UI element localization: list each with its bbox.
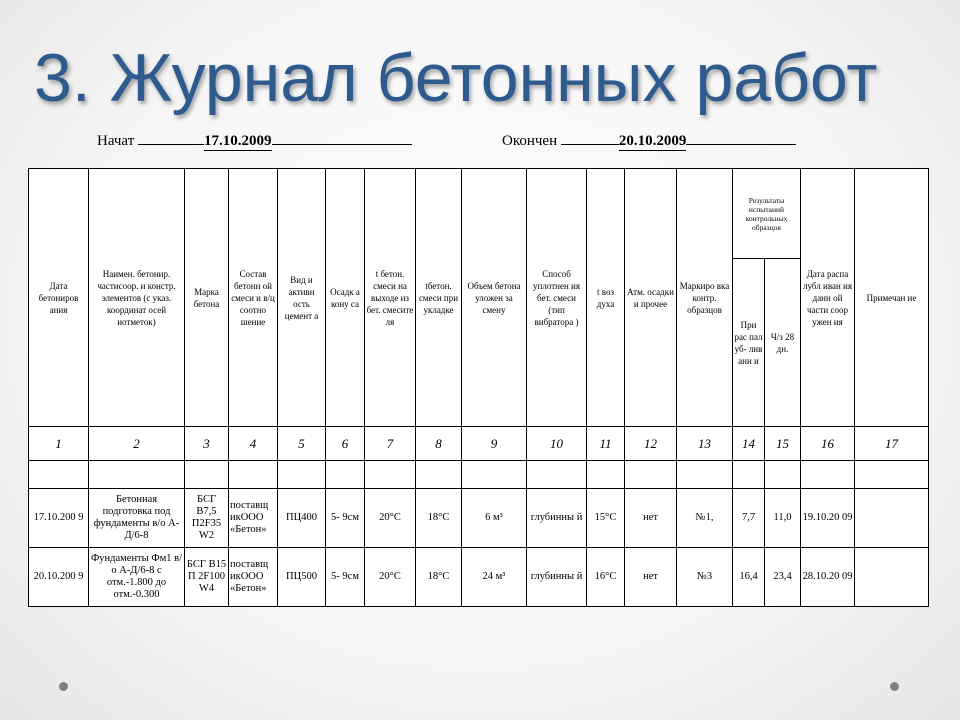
column-number: 7: [365, 427, 416, 461]
table-cell: 20.10.200 9: [29, 548, 89, 607]
table-cell: 15°С: [587, 489, 625, 548]
start-date: 17.10.2009: [204, 133, 272, 149]
column-number: 10: [527, 427, 587, 461]
column-number: 9: [462, 427, 527, 461]
table-cell: 17.10.200 9: [29, 489, 89, 548]
table-cell: Фундаменты Фм1 в/о А-Д/6-8 с отм.-1.800 до отм.-0.300: [89, 548, 185, 607]
header-cell: Дата бетониров ания: [29, 169, 89, 427]
table-cell: поставщ икООО «Бетон»: [229, 489, 278, 548]
table-cell: 20°С: [365, 548, 416, 607]
header-cell: Маркиро вка контр. образцов: [677, 169, 733, 427]
table-cell: БСГ В7,5 П2F35 W2: [185, 489, 229, 548]
page-title: 3. Журнал бетонных работ: [34, 40, 878, 116]
start-label: Начат: [97, 133, 135, 149]
sub-header-cell: Ч/з 28 дн.: [765, 259, 801, 427]
table-cell: нет: [625, 489, 677, 548]
test-results-header: Результаты испытаний контрольных образцов: [733, 169, 801, 259]
header-row: [29, 169, 929, 259]
table-cell: 24 м³: [462, 548, 527, 607]
start-line: [97, 133, 412, 151]
table-cell: 5- 9см: [326, 489, 365, 548]
table-cell: глубинны й: [527, 548, 587, 607]
header-cell: Марка бетона: [185, 169, 229, 427]
left-dot-icon: [59, 682, 68, 691]
concrete-works-table: [28, 168, 929, 607]
header-cell: Объем бетона уложен за смену: [462, 169, 527, 427]
column-number: 15: [765, 427, 801, 461]
table-cell: 19.10.20 09: [801, 489, 855, 548]
table-cell: 23,4: [765, 548, 801, 607]
column-number: 6: [326, 427, 365, 461]
table-cell: ПЦ500: [278, 548, 326, 607]
table-cell: глубинны й: [527, 489, 587, 548]
table-cell: 20°С: [365, 489, 416, 548]
table-cell: 18°С: [416, 489, 462, 548]
column-number: 17: [855, 427, 929, 461]
table-cell: [855, 548, 929, 607]
header-cell: tбетон. смеси при укладке: [416, 169, 462, 427]
header-cell: Атм. осадки и прочее: [625, 169, 677, 427]
table-cell: ПЦ400: [278, 489, 326, 548]
end-date: 20.10.2009: [618, 133, 687, 149]
table-cell: 6 м³: [462, 489, 527, 548]
table-cell: 11,0: [765, 489, 801, 548]
table-row: [29, 489, 929, 548]
table-row: [29, 548, 929, 607]
table-cell: 7,7: [733, 489, 765, 548]
column-number: 14: [733, 427, 765, 461]
header-cell: t бетон. смеси на выходе из бет. смесите ля: [365, 169, 416, 427]
column-number: 3: [185, 427, 229, 461]
column-number: 11: [587, 427, 625, 461]
header-cell: Способ уплотнен ия бет. смеси (тип вибратора ): [527, 169, 587, 427]
table-cell: БСГ В15 П 2F100 W4: [185, 548, 229, 607]
header-cell: Примечан ие: [855, 169, 929, 427]
table-cell: нет: [625, 548, 677, 607]
header-cell: t воз духа: [587, 169, 625, 427]
column-number: 4: [229, 427, 278, 461]
table-cell: №1,: [677, 489, 733, 548]
spacer-row: [29, 461, 929, 489]
table-cell: 28.10.20 09: [801, 548, 855, 607]
table-cell: №3: [677, 548, 733, 607]
table-cell: 18°С: [416, 548, 462, 607]
header-cell: Наимен. бетонир. частисоор. и констр. элементов (с указ. координат осей иотметок): [89, 169, 185, 427]
column-number: 1: [29, 427, 89, 461]
sub-header-cell: При рас пал уб- лив ани и: [733, 259, 765, 427]
header-cell: Вид и активн ость цемент а: [278, 169, 326, 427]
header-cell: Дата распа лубл иван ия данн ой части соор ужен ия: [801, 169, 855, 427]
end-line: [502, 133, 796, 151]
table-cell: 5- 9см: [326, 548, 365, 607]
header-cell: Осадк а кону са: [326, 169, 365, 427]
column-number: 13: [677, 427, 733, 461]
right-dot-icon: [890, 682, 899, 691]
column-number: 12: [625, 427, 677, 461]
end-label: Окончен: [502, 133, 558, 149]
table-cell: [855, 489, 929, 548]
table-cell: 16°С: [587, 548, 625, 607]
column-number: 5: [278, 427, 326, 461]
column-number: 2: [89, 427, 185, 461]
column-number: 8: [416, 427, 462, 461]
table-cell: поставщ икООО «Бетон»: [229, 548, 278, 607]
column-number-row: [29, 427, 929, 461]
table-cell: 16,4: [733, 548, 765, 607]
column-number: 16: [801, 427, 855, 461]
header-cell: Состав бетонн ой смеси и в/ц соотно шение: [229, 169, 278, 427]
table-cell: Бетонная подготовка под фундаменты в/о А-Д/6-8: [89, 489, 185, 548]
